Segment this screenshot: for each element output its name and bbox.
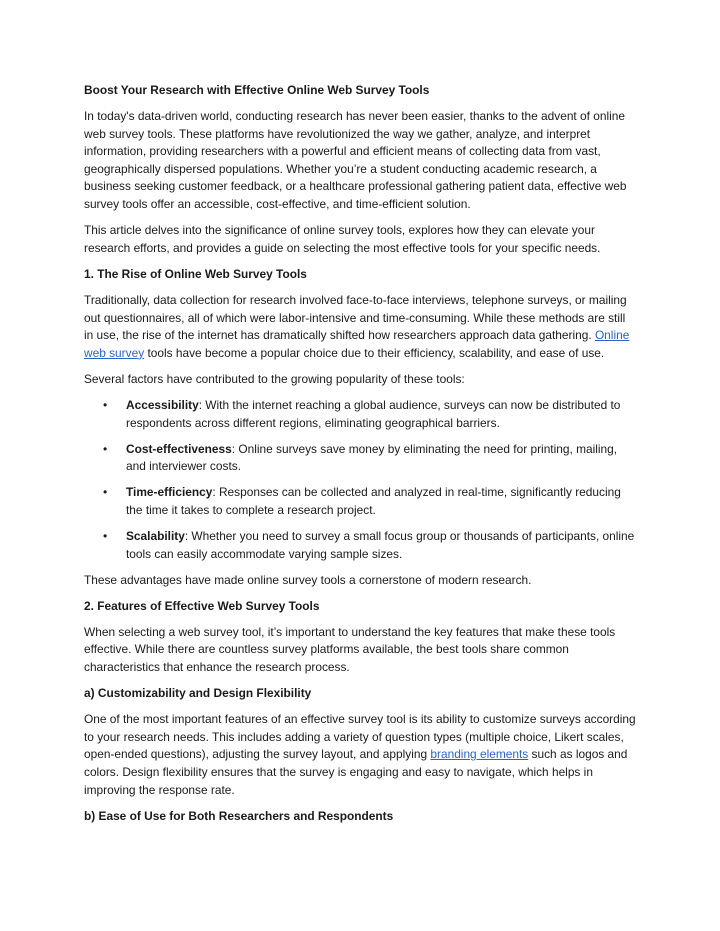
list-item-text: : Online surveys save money by eliminating the need for printing, mailing, and interviewer costs. xyxy=(126,441,618,474)
section-1-p1-text-before: Traditionally, data collection for research involved face-to-face interviews, telephone surveys, or mailing out questionnaires, all of which were labor-intensive and time-consuming. While these methods are still in use, the rise of the internet has dramatically shifted how researchers approach data gathering. xyxy=(84,292,627,343)
list-item xyxy=(84,528,636,563)
list-item-term: Accessibility xyxy=(126,397,199,412)
bullet-icon: • xyxy=(103,397,108,412)
list-item xyxy=(84,397,636,432)
subsection-a-text-before: One of the most important features of an effective survey tool is its ability to customize surveys according to your research needs. This includes adding a variety of question types (multiple choice, Likert scales, open-ended questions), adjusting the survey layout, and applying xyxy=(84,712,636,762)
list-item-text: : With the internet reaching a global audience, surveys can now be distributed to respondents across different regions, eliminating geographical barriers. xyxy=(126,397,621,430)
online-web-survey-link[interactable]: Online web survey xyxy=(84,328,630,360)
bullet-icon: • xyxy=(103,485,108,500)
section-1-paragraph-1 xyxy=(84,292,636,362)
subsection-a-paragraph xyxy=(84,711,636,799)
subsection-b-heading: b) Ease of Use for Both Researchers and Respondents xyxy=(84,808,394,823)
section-1-heading: 1. The Rise of Online Web Survey Tools xyxy=(84,266,307,281)
bullet-icon: • xyxy=(103,528,108,543)
list-item-term: Scalability xyxy=(126,528,185,543)
bullet-icon: • xyxy=(103,441,108,456)
list-item-text: : Responses can be collected and analyzed in real-time, significantly reducing the time it takes to complete a research project. xyxy=(126,485,621,517)
list-item-text: : Whether you need to survey a small focus group or thousands of participants, online tools can easily accommodate varying sample sizes. xyxy=(126,528,635,561)
section-1-paragraph-3: These advantages have made online survey tools a cornerstone of modern research. xyxy=(84,572,532,587)
section-1-p1-text-after: tools have become a popular choice due to their efficiency, scalability, and ease of use. xyxy=(144,345,605,360)
section-2-paragraph-1: When selecting a web survey tool, it’s important to understand the key features that make these tools effective. While there are countless survey platforms available, the best tools share common characteristics that enhance the research process. xyxy=(84,624,616,675)
list-item-term: Time-efficiency xyxy=(126,485,213,500)
list-item xyxy=(84,441,636,476)
intro-paragraph-1: In today's data-driven world, conducting research has never been easier, thanks to the advent of online web survey tools. These platforms have revolutionized the way we gather, analyze, and interpret information, providing researchers with a powerful and efficient means of collecting data from vast, geographically dispersed populations. Whether you’re a student conducting academic research, a business seeking customer feedback, or a healthcare professional gathering patient data, effective web survey tools offer an accessible, cost-effective, and time-efficient solution. xyxy=(84,109,627,212)
subsection-a-heading: a) Customizability and Design Flexibility xyxy=(84,686,312,701)
subsection-a-text-after: such as logos and colors. Design flexibility ensures that the survey is engaging and easy to navigate, which helps in improving the response rate. xyxy=(84,747,628,797)
section-1-paragraph-2: Several factors have contributed to the growing popularity of these tools: xyxy=(84,371,465,386)
list-item xyxy=(84,484,636,519)
factors-list xyxy=(84,397,636,563)
section-2-heading: 2. Features of Effective Web Survey Tools xyxy=(84,598,320,613)
list-item-term: Cost-effectiveness xyxy=(126,441,232,456)
document-title: Boost Your Research with Effective Online Web Survey Tools xyxy=(84,83,430,97)
branding-elements-link[interactable]: branding elements xyxy=(430,747,529,762)
intro-paragraph-2: This article delves into the significance of online survey tools, explores how they can elevate your research efforts, and provides a guide on selecting the most effective tools for your specific needs. xyxy=(84,223,601,255)
